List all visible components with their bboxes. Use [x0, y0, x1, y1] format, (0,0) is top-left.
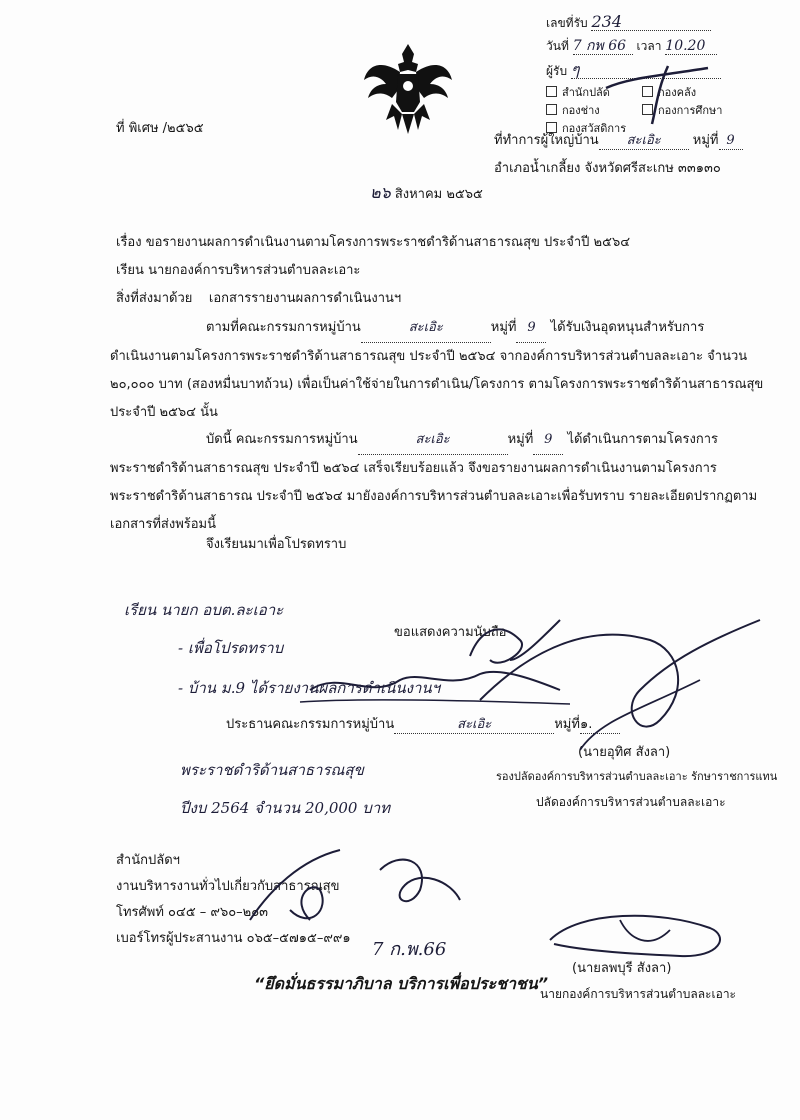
closing-line: จึงเรียนมาเพื่อโปรดทราบ — [206, 537, 347, 552]
signer1-title: ประธานคณะกรรมการหมู่บ้าน สะเอิะ หมู่ที่๑. — [226, 716, 620, 734]
received-no-value: 234 — [591, 14, 711, 31]
address-line: อำเภอน้ำเกลี้ยง จังหวัดศรีสะเกษ ๓๓๑๓๐ — [494, 161, 721, 176]
subject-label: เรื่อง — [116, 235, 142, 250]
date-handwritten: ๒๖ — [370, 183, 391, 202]
enclosure-label: สิ่งที่ส่งมาด้วย — [116, 291, 193, 306]
signer2-role2: ปลัดองค์การบริหารส่วนตำบลละเอาะ — [536, 795, 726, 809]
to-text: นายกองค์การบริหารส่วนตำบลละเอาะ — [148, 263, 361, 278]
stamp-receiver-value: ๆ — [571, 62, 721, 79]
document-number: ที่ พิเศษ /๒๕๖๕ — [116, 121, 204, 136]
signer2-name: (นายอุทิศ สังลา) — [578, 745, 671, 760]
receipt-stamp — [538, 8, 758, 140]
footer-coordinator: เบอร์โทรผู้ประสานงาน ๐๖๕–๕๗๑๕–๙๙๑ — [116, 931, 351, 946]
office-line: ที่ทำการผู้ใหญ่บ้าน สะเอิะ หมู่ที่ 9 — [494, 132, 743, 150]
date-printed: สิงหาคม ๒๕๖๕ — [390, 187, 483, 202]
stamp-date-label: วันที่ — [546, 39, 569, 53]
signer3-role: นายกองค์การบริหารส่วนตำบลละเอาะ — [540, 987, 736, 1001]
stamp-signature-mark — [598, 48, 718, 128]
footer-phone: โทรศัพท์ ๐๔๕ – ๙๖๐–๒๐๓ — [116, 905, 269, 920]
stamp-option-4: กองสวัสดิการ — [546, 122, 626, 136]
signature-mayor — [540, 900, 740, 970]
handwritten-note-1: - เพื่อโปรดทราบ — [178, 639, 284, 657]
received-no-label: เลขที่รับ — [546, 16, 588, 30]
stamp-option-3: กองการศึกษา — [642, 104, 722, 118]
footer-slogan: “ยึดมั่นธรรมาภิบาล บริการเพื่อประชาชน” — [254, 974, 549, 993]
footer-section: งานบริหารงานทั่วไปเกี่ยวกับสาธารณสุข — [116, 879, 340, 894]
paragraph-1: ตามที่คณะกรรมการหมู่บ้าน สะเอิะ หมู่ที่ 9 ได้รับเงินอุดหนุนสำหรับการ ดำเนินงานตามโครงการพระราชดำริด้านสาธารณสุข ประจำปี ๒๕๖๔ จากองค์การบริหารส่วนตำบลละเอาะ จำนวน ๒๐,๐๐๐ บาท (สองหมื่นบาทถ้วน) เพื่อเป็นค่าใช้จ่ายในการดำเนิน/โครงการ ตามโครงการพระราชดำริด้านสาธารณสุข ประจำปี ๒๕๖๔ นั้น — [110, 314, 780, 427]
stamp-option-2: กองช่าง — [546, 104, 600, 118]
stamp-date-value: 7 กพ 66 — [573, 38, 633, 55]
signer3-name: (นายลพบุรี สังลา) — [572, 961, 672, 976]
letter-date — [370, 184, 483, 203]
stamp-option-1: กองคลัง — [642, 86, 696, 100]
handwritten-note-4: ปีงบ 2564 จำนวน 20,000 บาท — [180, 799, 391, 817]
checkbox-icon — [546, 104, 557, 115]
respect-closing: ขอแสดงความนับถือ — [394, 625, 507, 640]
handwritten-note-2: - บ้าน ม.9 ได้รายงานผลการดำเนินงานฯ — [178, 679, 441, 697]
handwritten-note-3: พระราชดำริด้านสาธารณสุข — [180, 761, 364, 779]
stamp-time-value: 10.20 — [665, 38, 717, 55]
to-line — [116, 262, 360, 279]
paragraph-2: บัดนี้ คณะกรรมการหมู่บ้าน สะเอิะ หมู่ที่ 9 ได้ดำเนินการตามโครงการ พระราชดำริด้านสาธารณสุข ประจำปี ๒๕๖๔ เสร็จเรียบร้อยแล้ว จึงขอรายงานผลการดำเนินงานตามโครงการ พระราชดำริด้านสาธารณ ประจำปี ๒๕๖๔ มายังองค์การบริหารส่วนตำบลละเอาะเพื่อรับทราบ รายละเอียดปรากฏตาม เอกสารที่ส่งพร้อมนี้ — [110, 426, 780, 539]
subject-line — [116, 234, 630, 251]
handwritten-note-0: เรียน นายก อบต.ละเอาะ — [124, 601, 284, 619]
stamp-time-label: เวลา — [636, 39, 662, 53]
signature-chair — [160, 660, 580, 740]
handwritten-approval-date: 7 ก.พ.66 — [372, 939, 447, 960]
footer-office: สำนักปลัดฯ — [116, 853, 180, 868]
signature-office-initials — [230, 830, 470, 940]
signer2-role1: รองปลัดองค์การบริหารส่วนตำบลละเอาะ รักษาราชการแทน — [496, 770, 778, 783]
to-label: เรียน — [116, 263, 144, 278]
stamp-option-0: สำนักปลัด — [546, 86, 610, 100]
enclosure-text: เอกสารรายงานผลการดำเนินงานฯ — [208, 291, 402, 306]
stamp-receiver-label: ผู้รับ — [546, 64, 568, 78]
subject-text: ขอรายงานผลการดำเนินงานตามโครงการพระราชดำริด้านสาธารณสุข ประจำปี ๒๕๖๔ — [145, 235, 631, 250]
checkbox-icon — [546, 86, 557, 97]
enclosure-line — [116, 290, 401, 307]
garuda-emblem-icon — [362, 40, 454, 138]
